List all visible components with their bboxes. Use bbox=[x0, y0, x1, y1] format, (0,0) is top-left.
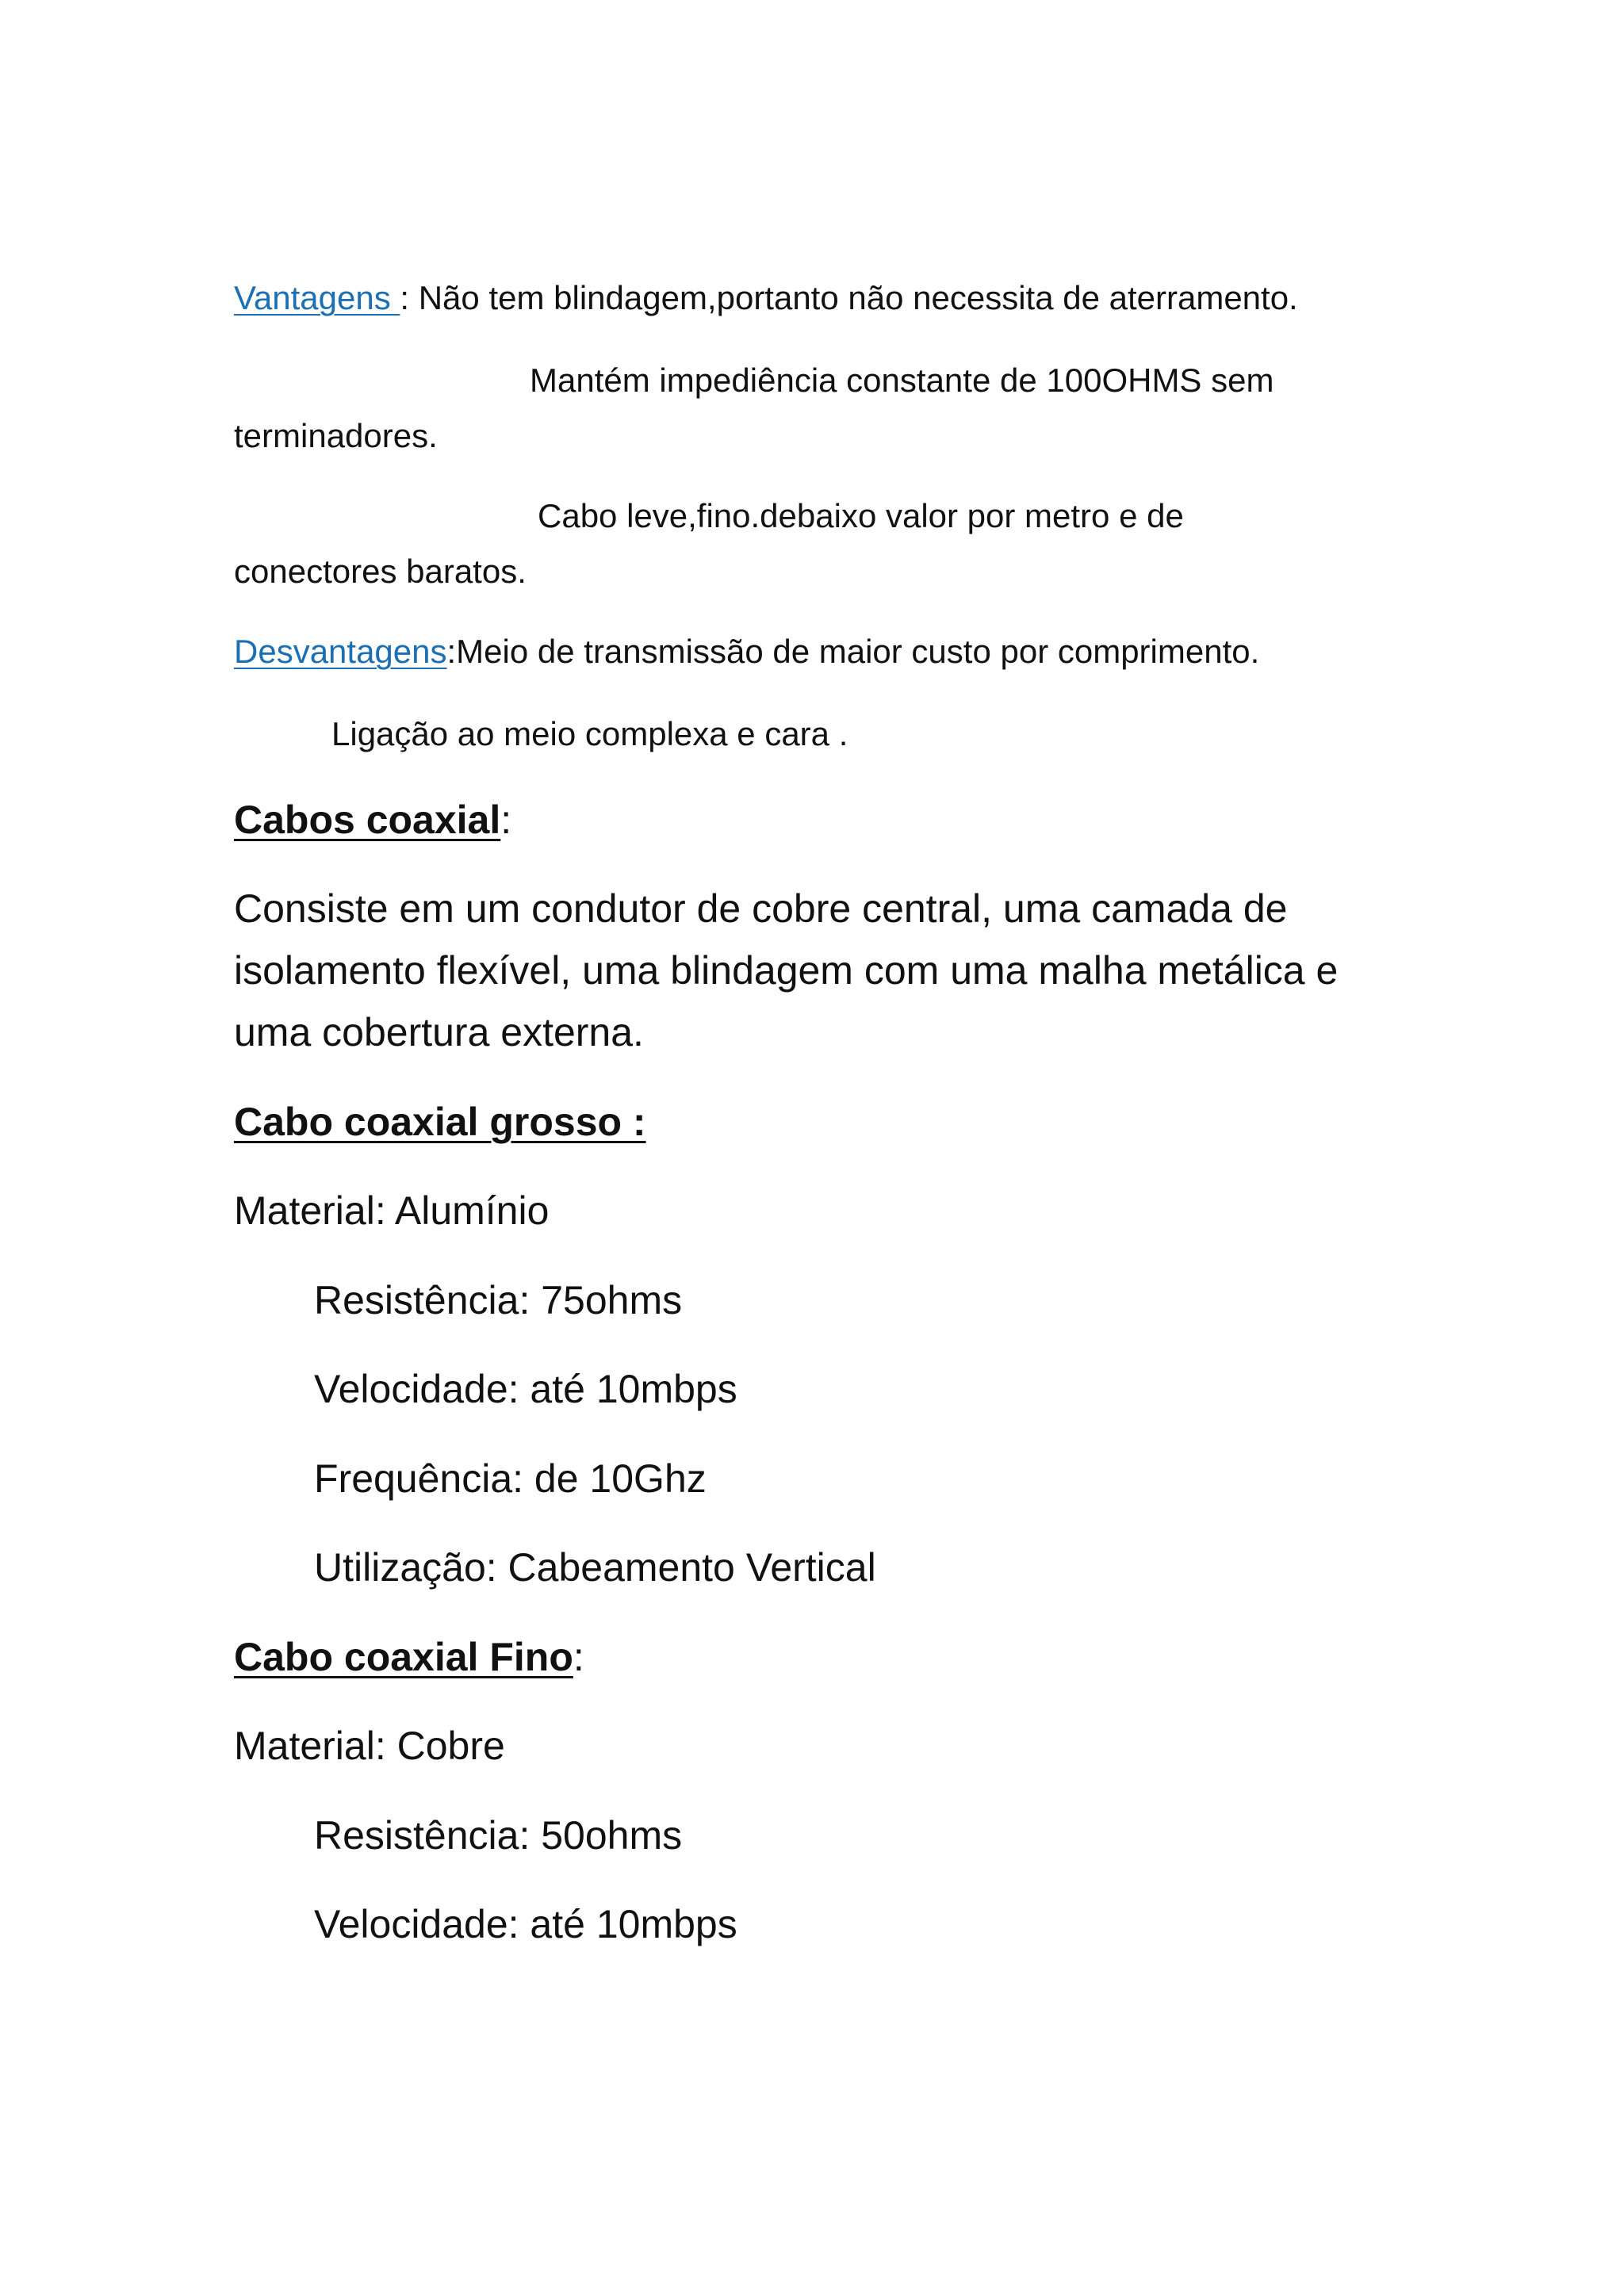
cabos-coaxial-heading: Cabos coaxial bbox=[234, 798, 501, 842]
vantagens-link[interactable]: Vantagens bbox=[234, 279, 400, 316]
cabo-grosso-resistencia: Resistência: 75ohms bbox=[314, 1278, 683, 1322]
cabo-grosso-velocidade: Velocidade: até 10mbps bbox=[314, 1367, 737, 1411]
cabos-coaxial-colon: : bbox=[500, 798, 512, 842]
cabo-fino-resistencia: Resistência: 50ohms bbox=[314, 1813, 683, 1858]
cabos-coaxial-paragraph-line3: uma cobertura externa. bbox=[234, 1010, 644, 1054]
cabo-fino-heading: Cabo coaxial Fino bbox=[234, 1635, 573, 1679]
cabo-grosso-frequencia: Frequência: de 10Ghz bbox=[314, 1456, 707, 1501]
cabo-grosso-utilizacao: Utilização: Cabeamento Vertical bbox=[314, 1545, 876, 1590]
cabo-fino-colon: : bbox=[573, 1635, 584, 1679]
cabos-coaxial-heading-line bbox=[234, 797, 511, 843]
desvantagens-line bbox=[234, 633, 1259, 671]
vantagens-item3-line2: conectores baratos. bbox=[234, 553, 527, 590]
cabo-fino-velocidade: Velocidade: até 10mbps bbox=[314, 1902, 737, 1946]
vantagens-item2-line2: terminadores. bbox=[234, 417, 438, 454]
cabo-fino-heading-line bbox=[234, 1634, 584, 1680]
vantagens-item2-line1: Mantém impediência constante de 100OHMS sem bbox=[530, 362, 1274, 399]
vantagens-item3-line1: Cabo leve,fino.debaixo valor por metro e de bbox=[538, 497, 1184, 534]
cabo-fino-material: Material: Cobre bbox=[234, 1724, 505, 1768]
desvantagens-item2: Ligação ao meio complexa e cara . bbox=[331, 715, 848, 752]
desvantagens-link[interactable]: Desvantagens bbox=[234, 633, 447, 670]
vantagens-line bbox=[234, 279, 1298, 317]
cabos-coaxial-paragraph-line1: Consiste em um condutor de cobre central, uma camada de bbox=[234, 886, 1288, 931]
cabo-grosso-material: Material: Alumínio bbox=[234, 1188, 550, 1233]
desvantagens-text: :Meio de transmissão de maior custo por comprimento. bbox=[446, 633, 1260, 670]
cabos-coaxial-paragraph-line2: isolamento flexível, uma blindagem com uma malha metálica e bbox=[234, 948, 1339, 993]
vantagens-text: : Não tem blindagem,portanto não necessita de aterramento. bbox=[400, 279, 1298, 316]
cabo-grosso-heading: Cabo coaxial grosso : bbox=[234, 1100, 646, 1144]
